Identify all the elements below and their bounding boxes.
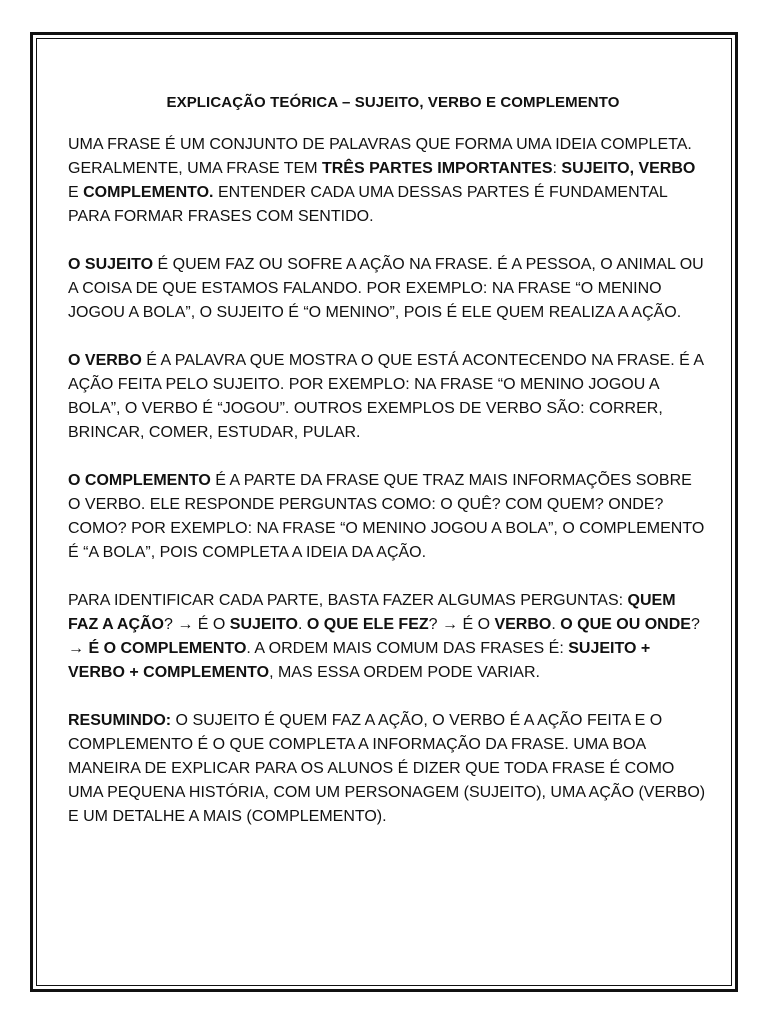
paragraph-perguntas [68, 589, 708, 685]
text-run: : [552, 160, 562, 177]
paragraph-intro [68, 133, 708, 229]
bold-run: QUEM FAZ A AÇÃO [68, 592, 676, 633]
text-run: . [297, 616, 307, 633]
bold-run: O QUE ELE FEZ [306, 616, 429, 633]
text-run: ? → [68, 616, 700, 657]
text-run: UMA FRASE É UM CONJUNTO DE PALAVRAS QUE FORMA UMA IDEIA COMPLETA. GERALMENTE, UMA FRASE TEM [68, 136, 692, 177]
text-run: ENTENDER CADA UMA DESSAS PARTES É FUNDAMENTAL PARA FORMAR FRASES COM SENTIDO. [68, 184, 668, 225]
text-run: É A PALAVRA QUE MOSTRA O QUE ESTÁ ACONTECENDO NA FRASE. É A AÇÃO FEITA PELO SUJEITO. POR EXEMPLO: NA FRASE “O MENINO JOGOU A BOLA”, O VERBO É “JOGOU”. OUTROS EXEMPLOS DE VERBO SÃO: CORRER, BRINCAR, COMER, ESTUDAR, PULAR. [68, 352, 704, 441]
text-run: É QUEM FAZ OU SOFRE A AÇÃO NA FRASE. É A PESSOA, O ANIMAL OU A COISA DE QUE ESTAMOS FALANDO. POR EXEMPLO: NA FRASE “O MENINO JOGOU A BOLA”, O SUJEITO É “O MENINO”, POIS É ELE QUEM REALIZA A AÇÃO. [68, 256, 704, 321]
bold-run: O VERBO [68, 352, 142, 369]
text-run: O SUJEITO É QUEM FAZ A AÇÃO, O VERBO É A AÇÃO FEITA E O COMPLEMENTO É O QUE COMPLETA A INFORMAÇÃO DA FRASE. UMA BOA MANEIRA DE EXPLICAR PARA OS ALUNOS É DIZER QUE TODA FRASE É COMO UMA PEQUENA HISTÓRIA, COM UM PERSONAGEM (SUJEITO), UMA AÇÃO (VERBO) E UM DETALHE A MAIS (COMPLEMENTO). [68, 712, 706, 825]
bold-run: SUJEITO + VERBO + COMPLEMENTO [68, 640, 651, 681]
paragraph-resumindo [68, 709, 708, 829]
bold-run: RESUMINDO: [68, 712, 172, 729]
text-run: E [68, 184, 84, 201]
text-run: . [551, 616, 561, 633]
text-run: ? → É O [428, 616, 495, 633]
text-run: , MAS ESSA ORDEM PODE VARIAR. [269, 664, 540, 681]
bold-run: É O COMPLEMENTO [88, 640, 247, 657]
text-run: ? → É O [164, 616, 230, 633]
document-title: EXPLICAÇÃO TEÓRICA – SUJEITO, VERBO E COMPLEMENTO [166, 94, 620, 111]
document-body [68, 92, 708, 853]
text-run: PARA IDENTIFICAR CADA PARTE, BASTA FAZER ALGUMAS PERGUNTAS: [68, 592, 628, 609]
paragraph-verbo [68, 349, 708, 445]
bold-run: TRÊS PARTES IMPORTANTES [321, 160, 553, 177]
text-run: . A ORDEM MAIS COMUM DAS FRASES É: [246, 640, 569, 657]
bold-run: O QUE OU ONDE [560, 616, 691, 633]
bold-run: VERBO [494, 616, 552, 633]
bold-run: COMPLEMENTO. [83, 184, 214, 201]
text-run: É A PARTE DA FRASE QUE TRAZ MAIS INFORMAÇÕES SOBRE O VERBO. ELE RESPONDE PERGUNTAS COMO: O QUÊ? COM QUEM? ONDE? COMO? POR EXEMPLO: NA FRASE “O MENINO JOGOU A BOLA”, O COMPLEMENTO É “A BOLA”, POIS COMPLETA A IDEIA DA AÇÃO. [68, 472, 705, 561]
bold-run: SUJEITO, VERBO [561, 160, 696, 177]
paragraph-sujeito [68, 253, 708, 325]
bold-run: SUJEITO [229, 616, 298, 633]
bold-run: O COMPLEMENTO [68, 472, 211, 489]
bold-run: O SUJEITO [68, 256, 154, 273]
paragraph-complemento [68, 469, 708, 565]
